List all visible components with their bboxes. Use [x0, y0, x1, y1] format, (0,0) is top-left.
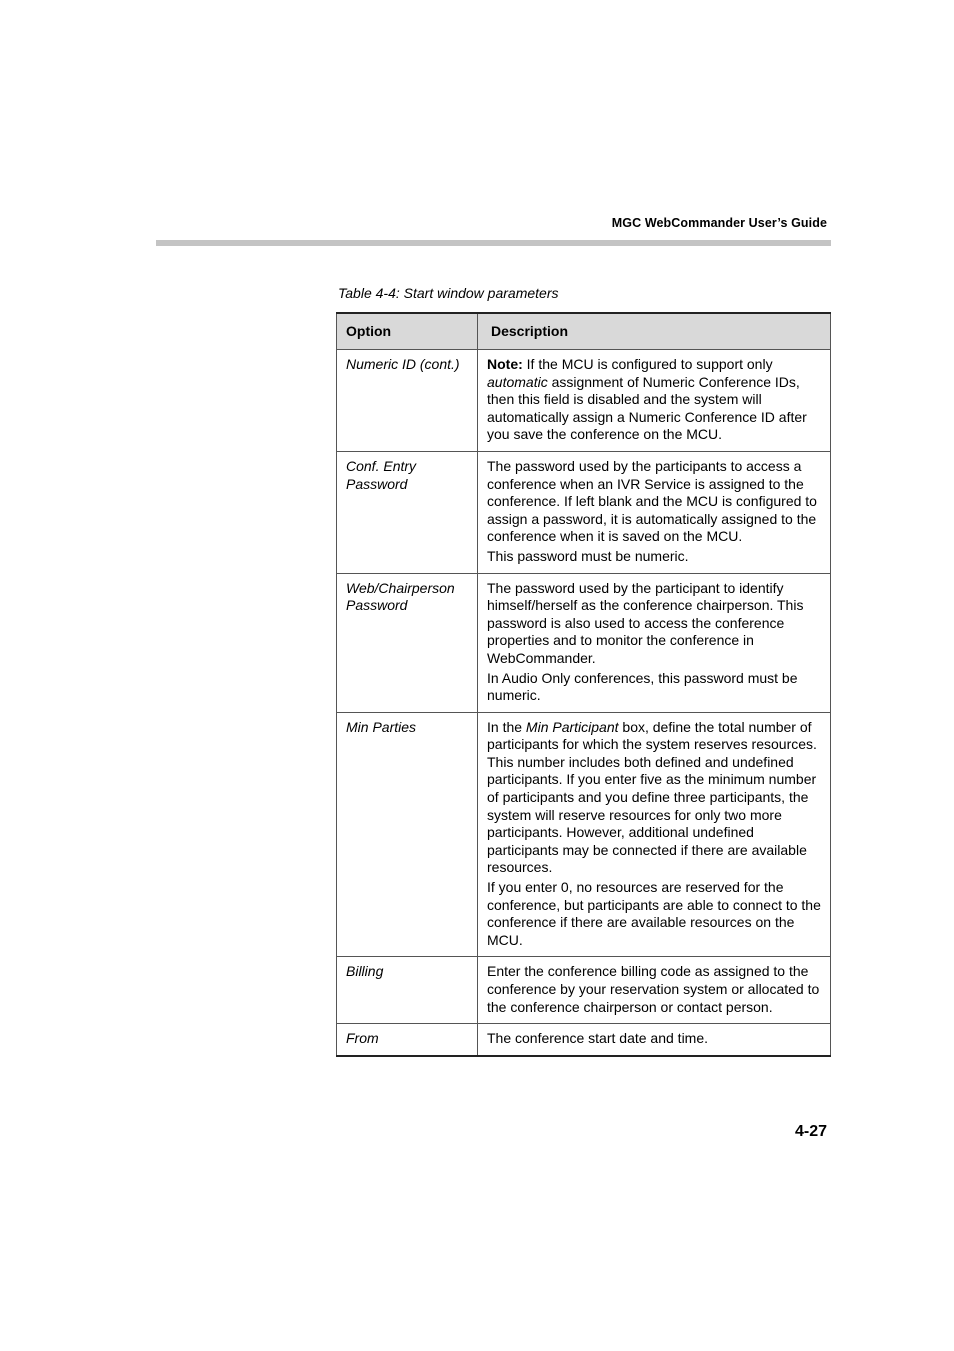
table-header-row	[337, 313, 831, 350]
text-run: The password used by the participants to access a conference when an IVR Service is assigned to the conference. If left blank and the MCU is configured to assign a password, it is automatically assigned to the conference when it is saved on the MCU.	[487, 457, 817, 545]
bold-text: Note:	[487, 356, 523, 372]
description-cell	[478, 957, 831, 1024]
description-paragraph	[487, 719, 821, 877]
text-run: In the	[487, 718, 526, 735]
header-rule	[156, 240, 831, 246]
description-paragraph	[487, 458, 821, 546]
table-row	[337, 1024, 831, 1056]
description-paragraph	[487, 963, 821, 1016]
description-cell	[478, 712, 831, 957]
description-cell	[478, 350, 831, 452]
option-cell: Conf. Entry Password	[337, 451, 478, 573]
text-run: If you enter 0, no resources are reserved for the conference, but participants are able to connect to the conference if there are available resources on the MCU.	[487, 879, 821, 948]
text-run: Enter the conference billing code as assigned to the conference by your reservation system or allocated to the conference chairperson or contact person.	[487, 963, 820, 1015]
table-row	[337, 451, 831, 573]
running-header: MGC WebCommander User’s Guide	[611, 216, 827, 230]
option-cell: Numeric ID (cont.)	[337, 350, 478, 452]
description-cell	[478, 1024, 831, 1056]
column-header-option: Option	[337, 313, 478, 350]
description-paragraph	[487, 548, 821, 566]
description-paragraph	[487, 1030, 821, 1048]
table-body	[337, 350, 831, 1056]
italic-text: automatic	[487, 373, 548, 390]
table-row	[337, 350, 831, 452]
option-cell: From	[337, 1024, 478, 1056]
description-paragraph	[487, 356, 821, 444]
text-run: The password used by the participant to identify himself/herself as the conference chairperson. This password is also used to access the conference properties and to monitor the conference in WebCommander.	[487, 579, 804, 666]
text-run: This password must be numeric.	[487, 547, 689, 564]
description-cell	[478, 573, 831, 712]
text-run: box, define the total number of participants for which the system reserves resources. This number includes both defined and undefined participants. If you enter five as the minimum number of participants and you define three participants, the system will reserve resources for only two more participants. However, additional undefined participants may be connected if there are available resources.	[487, 718, 817, 876]
description-paragraph	[487, 879, 821, 949]
table-row	[337, 957, 831, 1024]
table-row	[337, 712, 831, 957]
description-paragraph	[487, 670, 821, 705]
description-cell	[478, 451, 831, 573]
text-run: The conference start date and time.	[487, 1030, 709, 1047]
option-cell: Billing	[337, 957, 478, 1024]
text-run: assignment of Numeric Conference IDs, then this field is disabled and the system will automatically assign a Numeric Conference ID after you save the conference on the MCU.	[487, 373, 807, 443]
option-cell: Min Parties	[337, 712, 478, 957]
parameters-table	[336, 312, 831, 1057]
description-paragraph	[487, 580, 821, 668]
option-cell: Web/Chairperson Password	[337, 573, 478, 712]
table-row	[337, 573, 831, 712]
page-number: 4-27	[794, 1123, 827, 1140]
text-run: In Audio Only conferences, this password must be numeric.	[487, 669, 798, 704]
column-header-description: Description	[478, 313, 831, 350]
italic-text: Min Participant	[525, 718, 619, 735]
table-caption: Table 4-4: Start window parameters	[338, 285, 559, 301]
text-run: If the MCU is configured to support only	[522, 356, 773, 372]
